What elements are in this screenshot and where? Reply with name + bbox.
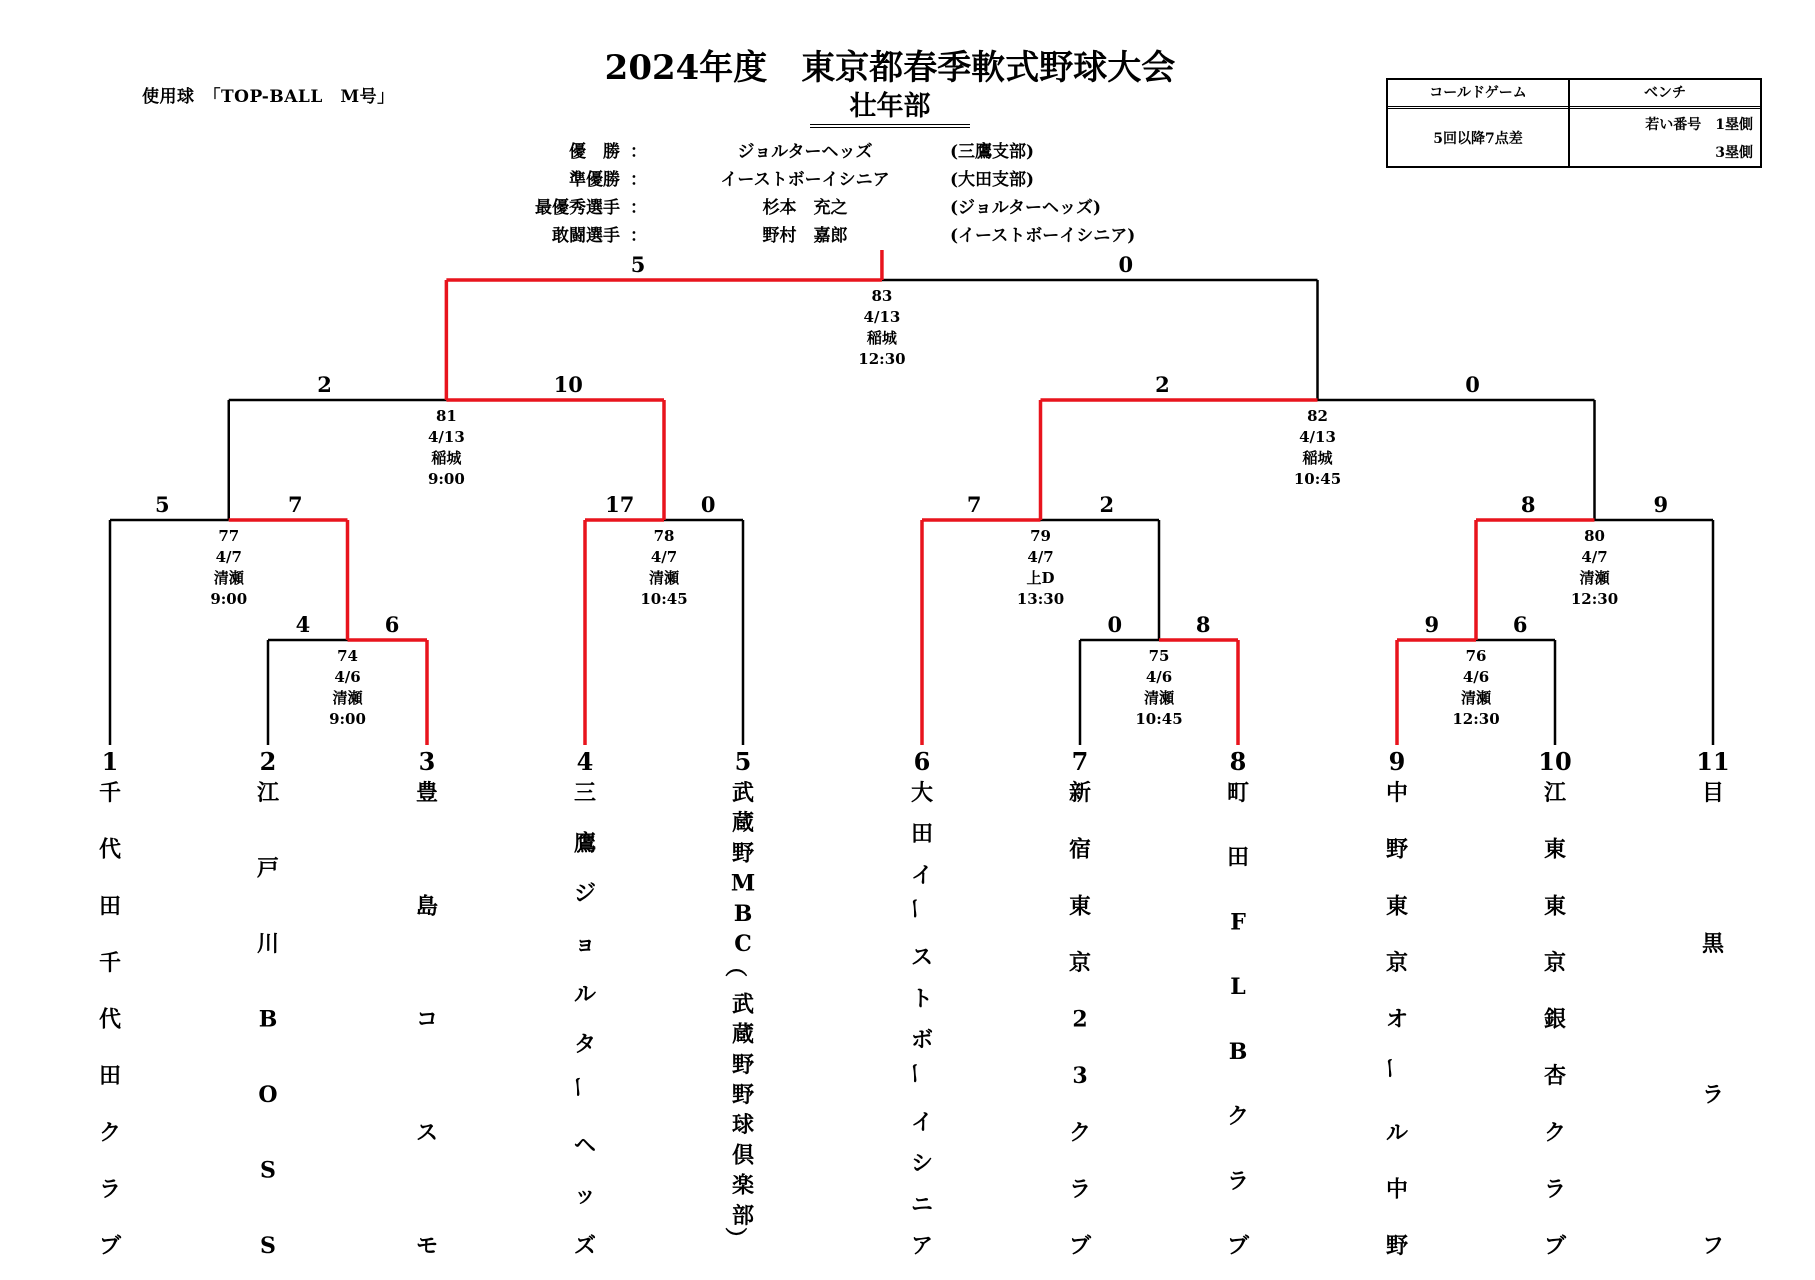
team-4-name-char: ル (573, 981, 597, 1008)
team-8-name-char: ラ (1226, 1168, 1250, 1195)
ball-info: 使用球 「TOP-BALL M号」 (142, 87, 395, 107)
game-80-venue: 清瀬 (1579, 569, 1610, 587)
game-75-time: 10:45 (1135, 710, 1183, 728)
team-8-name-char: L (1230, 974, 1246, 1001)
team-5-name-char: 武 (731, 991, 755, 1018)
game-75-number: 75 (1148, 647, 1170, 665)
team-7-name-char: 京 (1068, 949, 1092, 976)
team-8-name-char: ク (1226, 1103, 1250, 1130)
game-76-right-score: 6 (1512, 612, 1528, 637)
team-7-name-char: ク (1068, 1119, 1092, 1146)
team-4-seed: 4 (576, 747, 594, 776)
game-77-date: 4/7 (215, 548, 242, 566)
team-4-name-char: 鷹 (573, 830, 597, 857)
team-4-name-char: 三 (573, 780, 597, 806)
game-82-date: 4/13 (1299, 428, 1336, 446)
game-81-time: 9:00 (427, 470, 465, 488)
team-4-name-char: タ (573, 1031, 597, 1058)
team-5-name-char: 部 (731, 1202, 755, 1229)
team-8-name-char: ブ (1226, 1233, 1250, 1259)
team-6-name-char: 大 (910, 780, 934, 806)
award-affiliation: (大田支部) (950, 170, 1035, 190)
team-3-name-char: 豊 (415, 780, 439, 806)
team-9-name-char: 中 (1385, 780, 1409, 806)
game-76-number: 76 (1465, 647, 1487, 665)
game-80-date: 4/7 (1581, 548, 1608, 566)
game-79-time: 13:30 (1016, 590, 1065, 608)
team-1-name-char: 代 (98, 836, 122, 863)
game-77-number: 77 (218, 527, 240, 545)
game-82-left-score: 2 (1155, 372, 1170, 397)
award-name: 野村 嘉郎 (762, 226, 848, 246)
team-6-name-char: イ (910, 1109, 934, 1136)
award-colon: ： (630, 170, 647, 190)
game-76-time: 12:30 (1452, 710, 1500, 728)
game-75-venue: 清瀬 (1143, 689, 1175, 707)
team-8-name-char: F (1230, 909, 1246, 936)
game-74-venue: 清瀬 (332, 689, 363, 707)
game-74-right-score: 6 (384, 612, 400, 637)
team-4-name-char: ヘ (573, 1132, 597, 1159)
team-4-name-char: ズ (573, 1233, 597, 1259)
team-6-name-char: シ (910, 1150, 934, 1177)
team-11-name-char: 黒 (1701, 931, 1725, 957)
team-6-name-char: ス (910, 944, 934, 971)
game-83-right-score: 0 (1118, 252, 1134, 277)
award-colon: ： (630, 142, 647, 162)
team-5-name-char: 楽 (731, 1172, 755, 1199)
game-74-left-score: 4 (295, 612, 311, 637)
game-83-time: 12:30 (858, 350, 906, 368)
game-83-left-score: 5 (630, 252, 646, 277)
team-5-name-char: M (730, 870, 756, 897)
game-78-venue: 清瀬 (648, 569, 680, 587)
award-name: ジョルターヘッズ (737, 142, 873, 162)
team-9-seed: 9 (1388, 747, 1406, 776)
game-79-left-score: 7 (966, 492, 982, 517)
team-9-name-char: 野 (1385, 1233, 1409, 1259)
rules-bench-third-base: 3塁側 (1715, 145, 1753, 161)
game-82-time: 10:45 (1293, 470, 1342, 488)
game-81-right-score: 10 (553, 372, 583, 397)
team-9-name-char: ル (1385, 1119, 1409, 1146)
team-9-name-char: 京 (1385, 949, 1409, 976)
game-78-left-score: 17 (605, 492, 635, 517)
game-74-number: 74 (337, 647, 358, 665)
page-title: 2024年度 東京都春季軟式野球大会 (604, 48, 1176, 88)
team-7-name-char: 3 (1072, 1063, 1088, 1090)
game-78-time: 10:45 (640, 590, 688, 608)
game-76-venue: 清瀬 (1460, 689, 1492, 707)
team-10-name-char: ク (1543, 1119, 1567, 1146)
team-11-seed: 11 (1696, 747, 1730, 776)
team-6-seed: 6 (913, 747, 931, 776)
game-77-left-score: 5 (154, 492, 170, 517)
game-83-date: 4/13 (863, 308, 901, 326)
team-2-seed: 2 (259, 747, 277, 776)
team-1-name-char: ク (98, 1119, 122, 1146)
team-2-name-char: 川 (256, 931, 280, 957)
team-2-name-char: S (260, 1157, 276, 1184)
team-6-name-char: ニ (910, 1191, 934, 1218)
team-11-name-char: 目 (1701, 780, 1725, 806)
team-2-name-char: 戸 (256, 855, 280, 882)
team-9-name-char: オ (1385, 1006, 1409, 1033)
game-81-venue: 稲城 (431, 449, 462, 467)
team-6-name-char: ー (901, 1062, 927, 1085)
team-10-name-char: 東 (1543, 893, 1567, 920)
team-6-name-char: ア (910, 1233, 934, 1259)
team-10-seed: 10 (1538, 747, 1572, 776)
team-7-seed: 7 (1071, 747, 1089, 776)
game-78-number: 78 (653, 527, 675, 545)
game-76-date: 4/6 (1462, 668, 1490, 686)
team-7-name-char: 東 (1068, 893, 1092, 920)
team-5-name-char: 野 (731, 840, 755, 867)
team-9-name-char: 東 (1385, 893, 1409, 920)
team-7-name-char: 2 (1072, 1006, 1088, 1033)
award-name: 杉本 充之 (762, 198, 848, 218)
team-1-name-char: ラ (98, 1176, 122, 1203)
team-7-name-char: ブ (1068, 1233, 1092, 1259)
team-2-name-char: B (258, 1006, 278, 1033)
game-81-number: 81 (435, 407, 457, 425)
award-affiliation: (ジョルターヘッズ) (950, 198, 1102, 218)
team-10-name-char: ブ (1543, 1233, 1567, 1259)
team-1-seed: 1 (101, 747, 119, 776)
team-1-name-char: 千 (98, 949, 122, 976)
team-11-name-char: フ (1701, 1233, 1725, 1259)
team-5-name-char: （ (722, 955, 748, 978)
team-1-name-char: 田 (98, 1063, 122, 1090)
team-9-name-char: ー (1376, 1057, 1402, 1080)
game-77-right-score: 7 (287, 492, 303, 517)
team-2-name-char: S (260, 1233, 276, 1259)
game-74-time: 9:00 (329, 710, 366, 728)
team-1-name-char: 田 (98, 893, 122, 920)
game-79-venue: 上D (1026, 569, 1055, 587)
game-80-left-score: 8 (1520, 492, 1536, 517)
team-11-name-char: ラ (1701, 1082, 1725, 1108)
game-75-right-score: 8 (1195, 612, 1211, 637)
team-3-name-char: ス (415, 1119, 439, 1146)
game-79-date: 4/7 (1027, 548, 1054, 566)
team-3-name-char: コ (415, 1006, 439, 1033)
team-5-name-char: ） (722, 1226, 748, 1250)
game-82-number: 82 (1307, 407, 1328, 425)
team-4-name-char: ョ (573, 931, 597, 957)
team-8-name-char: 田 (1226, 844, 1250, 871)
rules-header-bench: ベンチ (1644, 85, 1686, 101)
team-10-name-char: 東 (1543, 836, 1567, 863)
division-title: 壮年部 (810, 92, 970, 128)
team-1-name-char: ブ (98, 1233, 122, 1259)
team-5-name-char: 倶 (731, 1142, 755, 1169)
award-label: 敢闘選手 (552, 226, 620, 246)
team-7-name-char: 宿 (1068, 836, 1092, 863)
team-5-name-char: 球 (731, 1112, 755, 1139)
team-3-name-char: 島 (415, 893, 439, 920)
rules-called-game-value: 5回以降7点差 (1433, 131, 1523, 147)
team-8-seed: 8 (1229, 747, 1247, 776)
team-6-name-char: 田 (910, 821, 934, 848)
award-colon: ： (630, 226, 647, 246)
game-81-date: 4/13 (427, 428, 465, 446)
team-6-name-char: ト (910, 985, 934, 1012)
team-4-name-char: ジ (573, 880, 597, 907)
team-4-name-char: ッ (573, 1182, 597, 1209)
team-10-name-char: 銀 (1543, 1006, 1567, 1033)
team-5-name-char: C (734, 931, 752, 957)
game-77-time: 9:00 (210, 590, 248, 608)
award-colon: ： (630, 198, 647, 218)
game-81-left-score: 2 (317, 372, 332, 397)
team-8-name-char: B (1228, 1038, 1248, 1065)
game-79-number: 79 (1030, 527, 1051, 545)
team-5-name-char: 武 (731, 780, 755, 806)
team-10-name-char: 江 (1543, 780, 1567, 806)
team-5-name-char: 野 (731, 1051, 755, 1078)
rules-bench-first-base: 若い番号 1塁側 (1645, 117, 1753, 133)
team-2-name-char: 江 (256, 780, 280, 806)
team-6-name-char: イ (910, 862, 934, 889)
team-1-name-char: 千 (98, 780, 122, 806)
team-10-name-char: 杏 (1543, 1063, 1567, 1090)
game-80-number: 80 (1584, 527, 1605, 545)
award-label: 優 勝 (569, 142, 620, 162)
game-80-right-score: 9 (1653, 492, 1669, 517)
game-82-right-score: 0 (1465, 372, 1480, 397)
game-78-date: 4/7 (650, 548, 678, 566)
team-5-name-char: 野 (731, 1082, 755, 1108)
team-9-name-char: 中 (1385, 1176, 1409, 1203)
award-label: 準優勝 (569, 170, 620, 190)
game-80-time: 12:30 (1570, 590, 1619, 608)
team-4-name-char: ー (564, 1075, 590, 1099)
game-75-date: 4/6 (1145, 668, 1173, 686)
game-82-venue: 稲城 (1302, 449, 1333, 467)
team-3-seed: 3 (418, 747, 436, 776)
game-83-number: 83 (871, 287, 893, 305)
team-2-name-char: O (258, 1082, 278, 1108)
team-9-name-char: 野 (1385, 836, 1409, 863)
award-affiliation: (三鷹支部) (950, 142, 1035, 162)
team-5-seed: 5 (734, 747, 752, 776)
team-10-name-char: ラ (1543, 1176, 1567, 1203)
award-affiliation: (イーストボーイシニア) (950, 226, 1136, 246)
award-name: イーストボーイシニア (720, 170, 890, 190)
game-83-venue: 稲城 (866, 329, 897, 347)
game-77-venue: 清瀬 (213, 569, 244, 587)
game-79-right-score: 2 (1099, 492, 1115, 517)
award-label: 最優秀選手 (535, 198, 620, 218)
team-10-name-char: 京 (1543, 949, 1567, 976)
team-5-name-char: 蔵 (731, 1021, 755, 1048)
team-6-name-char: ボ (910, 1027, 934, 1054)
team-8-name-char: 町 (1226, 780, 1250, 806)
team-7-name-char: ラ (1068, 1176, 1092, 1203)
team-1-name-char: 代 (98, 1006, 122, 1033)
team-5-name-char: 蔵 (731, 810, 755, 837)
rules-header-called-game: コールドゲーム (1388, 80, 1570, 106)
team-6-name-char: ー (901, 897, 927, 920)
team-7-name-char: 新 (1068, 780, 1092, 806)
game-76-left-score: 9 (1424, 612, 1440, 637)
game-74-date: 4/6 (334, 668, 361, 686)
team-5-name-char: B (733, 900, 753, 927)
game-78-right-score: 0 (700, 492, 716, 517)
team-3-name-char: モ (415, 1233, 439, 1259)
game-75-left-score: 0 (1107, 612, 1123, 637)
